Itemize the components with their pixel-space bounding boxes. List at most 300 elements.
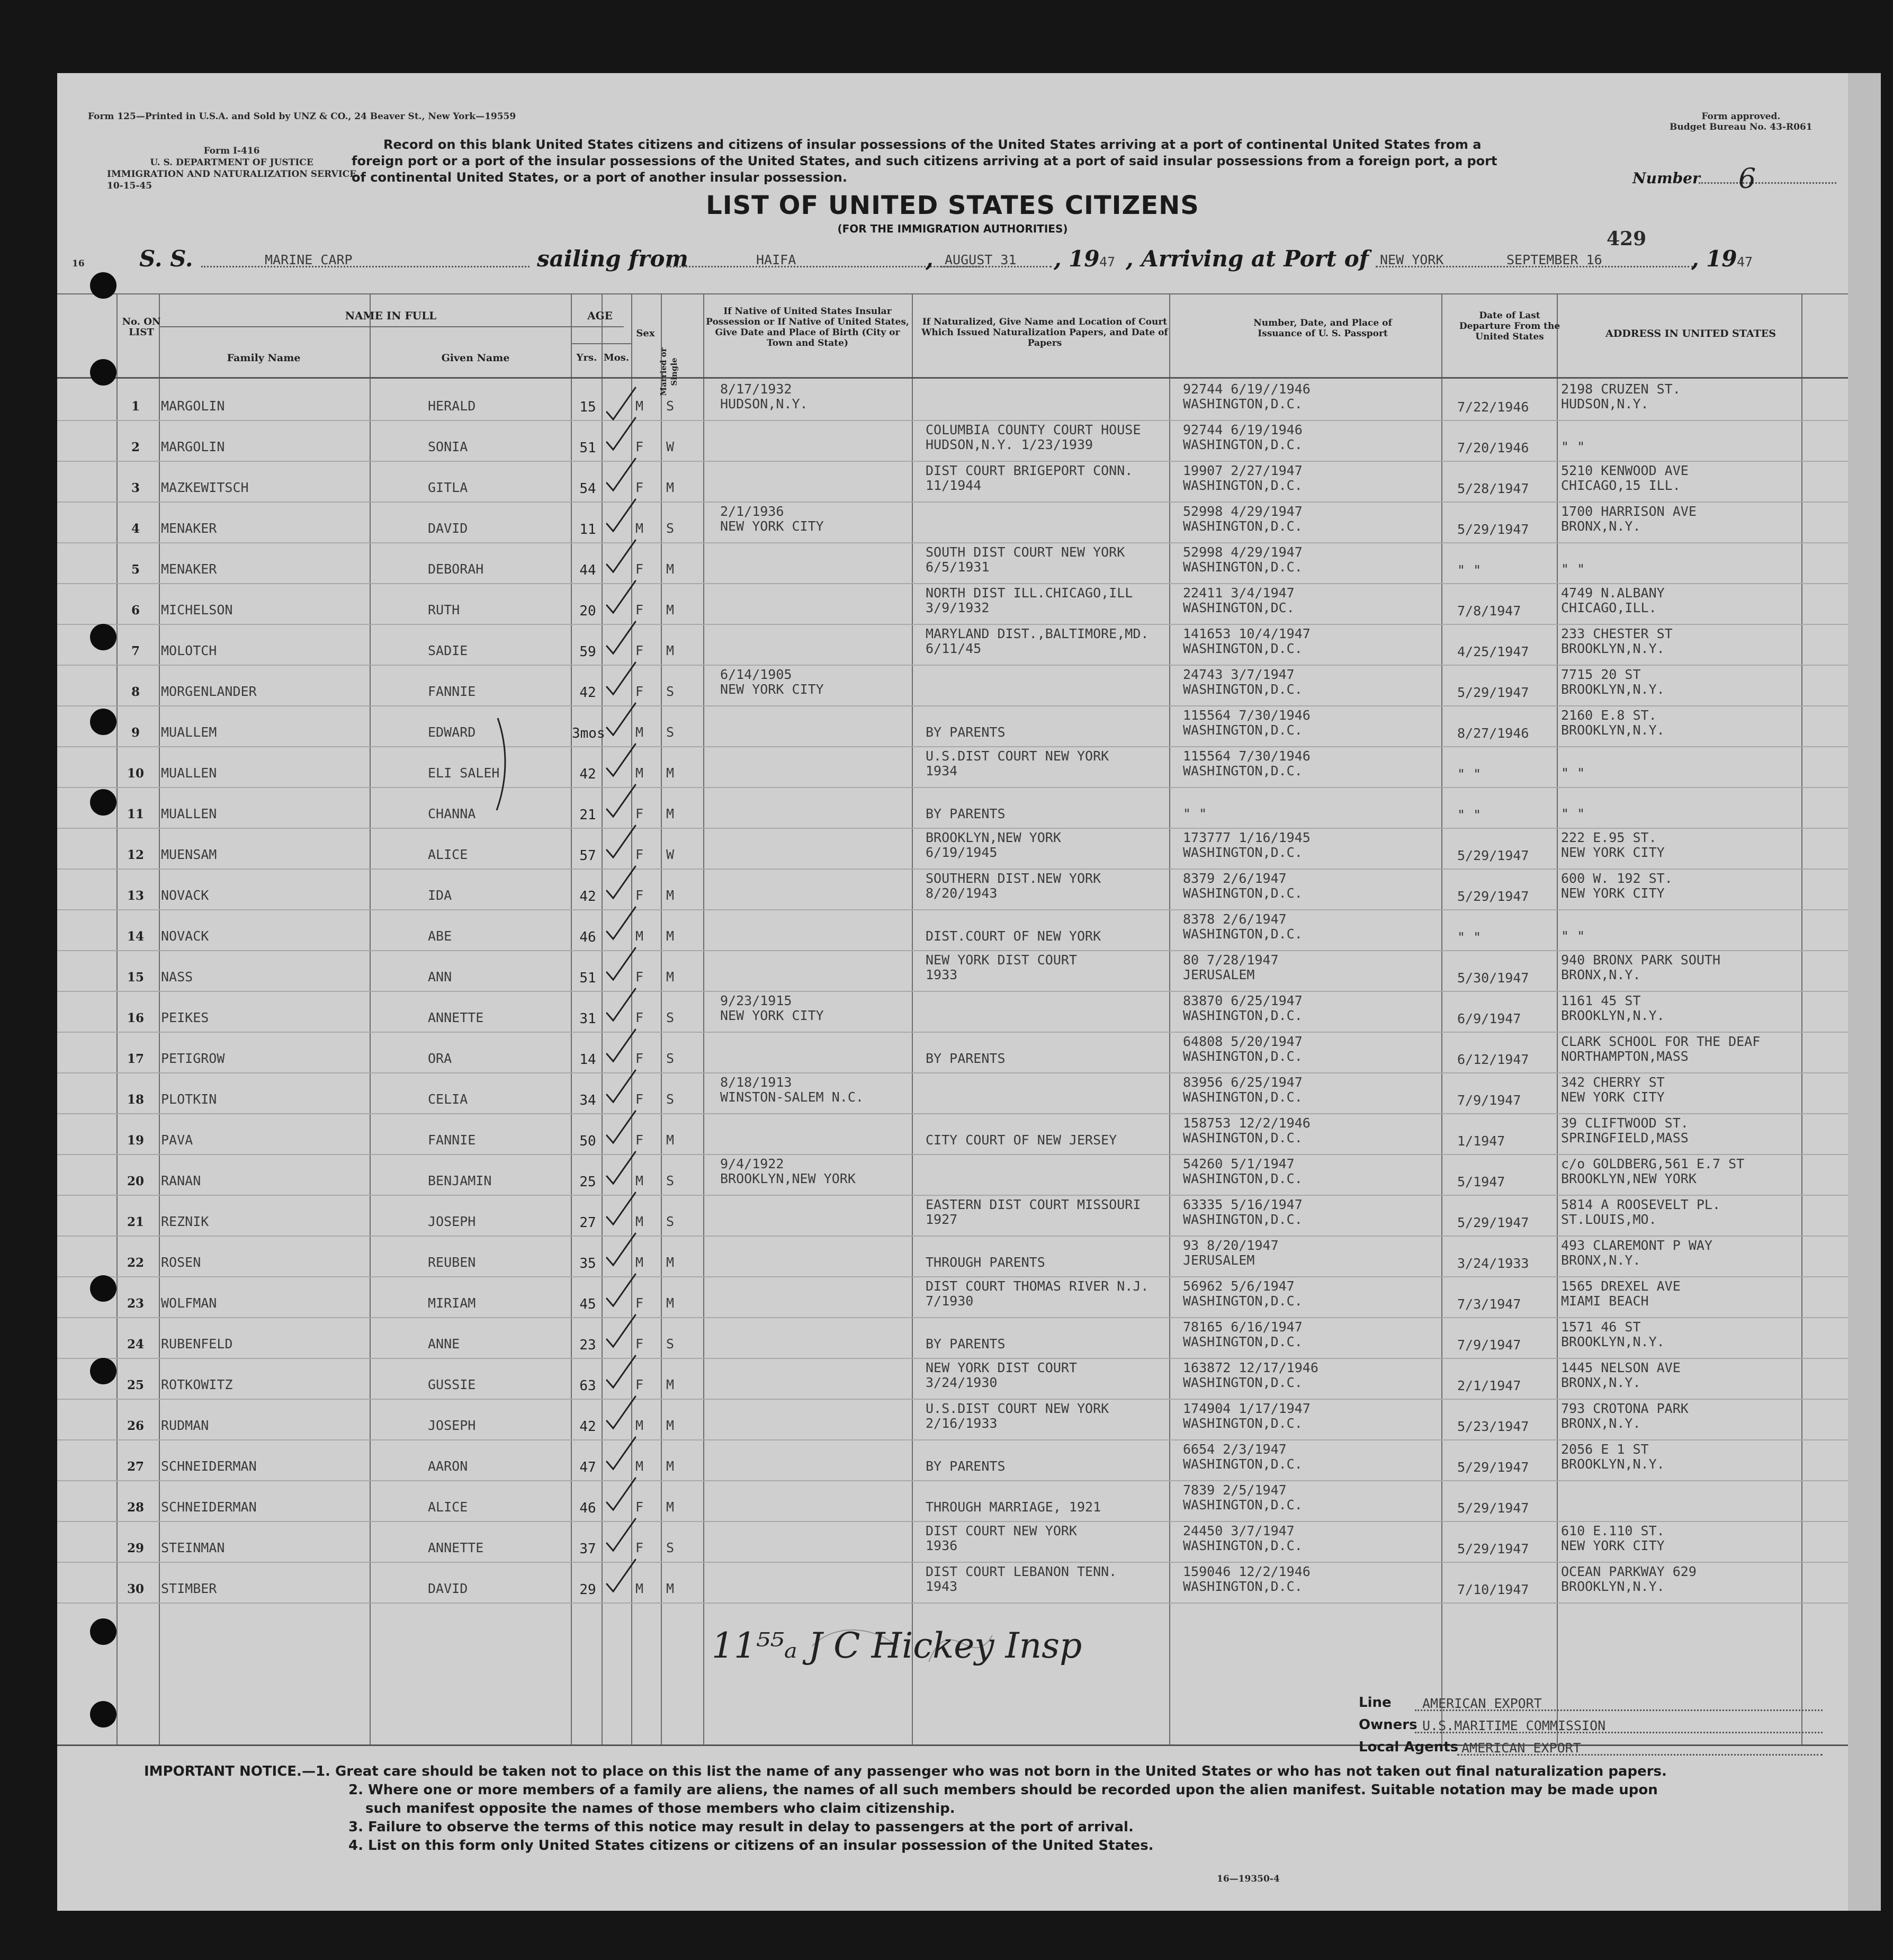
- row-number: 3: [131, 481, 140, 495]
- sex: F: [635, 1010, 644, 1025]
- row-number: 1: [131, 399, 140, 414]
- family-name: PETIGROW: [161, 1051, 225, 1066]
- marital-status: S: [666, 1010, 675, 1025]
- header-rule: [159, 326, 624, 327]
- passport: JERUSALEM: [1183, 967, 1255, 982]
- age-years: 54: [579, 481, 596, 497]
- binder-hole: [90, 1275, 116, 1302]
- arriving-label: , Arriving at Port of: [1126, 246, 1369, 272]
- address: NORTHAMPTON,MASS: [1561, 1049, 1689, 1064]
- marital-status: M: [666, 1295, 675, 1311]
- given-name: JOSEPH: [428, 1214, 476, 1229]
- natural: 1927: [926, 1212, 958, 1227]
- passport: 52998 4/29/1947: [1183, 544, 1303, 560]
- given-name: ORA: [428, 1051, 452, 1066]
- row-number: 6: [131, 603, 140, 617]
- age-years: 46: [579, 929, 596, 945]
- native: NEW YORK CITY: [720, 1008, 824, 1023]
- header-last-departure: Date of Last Departure From the United States: [1459, 310, 1560, 342]
- table-row: [57, 909, 1848, 950]
- address: " ": [1561, 928, 1585, 944]
- row-number: 25: [127, 1378, 144, 1392]
- address: BROOKLYN,N.Y.: [1561, 1456, 1665, 1472]
- departure: 5/23/1947: [1457, 1419, 1529, 1434]
- family-name: MENAKER: [161, 521, 217, 536]
- natural: U.S.DIST COURT NEW YORK: [926, 1401, 1109, 1416]
- native: 9/23/1915: [720, 993, 792, 1008]
- age-years: 51: [579, 440, 596, 456]
- given-name: CELIA: [428, 1091, 468, 1107]
- marital-status: S: [666, 1091, 675, 1107]
- check-mark: [603, 822, 640, 865]
- given-name: DAVID: [428, 521, 468, 536]
- passport: 80 7/28/1947: [1183, 952, 1279, 968]
- natural: HUDSON,N.Y. 1/23/1939: [926, 437, 1093, 452]
- header-sex: Sex: [636, 328, 655, 339]
- natural: BY PARENTS: [926, 1336, 1006, 1352]
- sex: M: [635, 1214, 644, 1229]
- table-row: [57, 869, 1848, 909]
- sex: M: [635, 1418, 644, 1433]
- arrival-year: 47: [1737, 254, 1753, 270]
- departure: 6/12/1947: [1457, 1052, 1529, 1067]
- age-years: 47: [579, 1460, 596, 1475]
- natural: 3/24/1930: [926, 1375, 998, 1390]
- check-mark: [603, 1271, 640, 1313]
- departure: 5/1947: [1457, 1174, 1505, 1189]
- marital-status: M: [666, 1255, 675, 1270]
- address: CHICAGO,15 ILL.: [1561, 478, 1681, 493]
- check-mark: [603, 1393, 640, 1436]
- check-mark: [603, 1312, 640, 1354]
- inspector-signature: [706, 1598, 1183, 1688]
- check-mark: [603, 1475, 640, 1517]
- age-years: 25: [579, 1174, 596, 1190]
- family-name: SCHNEIDERMAN: [161, 1458, 257, 1474]
- passport: WASHINGTON,D.C.: [1183, 1008, 1303, 1023]
- passport: 7839 2/5/1947: [1183, 1482, 1287, 1498]
- address: 2198 CRUZEN ST.: [1561, 381, 1681, 397]
- age-years: 11: [579, 522, 596, 538]
- from-port: HAIFA: [756, 252, 796, 267]
- age-years: 35: [579, 1256, 596, 1272]
- natural: NORTH DIST ILL.CHICAGO,ILL: [926, 585, 1133, 601]
- age-years: 3mos: [572, 726, 605, 741]
- table-row: [57, 1113, 1848, 1154]
- natural: THROUGH PARENTS: [926, 1255, 1045, 1270]
- header-address: ADDRESS IN UNITED STATES: [1605, 328, 1776, 339]
- header-bottom-rule: [57, 377, 1848, 379]
- native: 8/17/1932: [720, 381, 792, 397]
- passport: 63335 5/16/1947: [1183, 1197, 1303, 1212]
- age-years: 59: [579, 644, 596, 660]
- sex: F: [635, 1295, 644, 1311]
- family-name: PLOTKIN: [161, 1091, 217, 1107]
- address: 4749 N.ALBANY: [1561, 585, 1665, 601]
- table-row: [57, 379, 1848, 420]
- table-row: [57, 420, 1848, 461]
- row-number: 7: [131, 644, 140, 658]
- preamble-line: of continental United States, or a port of another insular possession.: [352, 170, 847, 185]
- address: BRONX,N.Y.: [1561, 967, 1641, 982]
- natural: EASTERN DIST COURT MISSOURI: [926, 1197, 1141, 1212]
- address: BROOKLYN,NEW YORK: [1561, 1171, 1697, 1186]
- passport: WASHINGTON,D.C.: [1183, 885, 1303, 901]
- passport: 93 8/20/1947: [1183, 1238, 1279, 1253]
- table-row: [57, 787, 1848, 828]
- given-name: FANNIE: [428, 1132, 476, 1148]
- table-row: [57, 1032, 1848, 1072]
- sex: F: [635, 806, 644, 821]
- departure: 7/22/1946: [1457, 399, 1529, 415]
- row-number: 28: [127, 1500, 144, 1515]
- preamble-line: Record on this blank United States citizens and citizens of insular possessions of the United States arriving at a port of continental United States from a: [383, 137, 1482, 152]
- passport: WASHINGTON,D.C.: [1183, 926, 1303, 942]
- natural: 6/11/45: [926, 641, 982, 656]
- depart-year: 47: [1099, 254, 1116, 270]
- table-row: [57, 1358, 1848, 1399]
- natural: DIST COURT NEW YORK: [926, 1523, 1077, 1538]
- family-name: WOLFMAN: [161, 1295, 217, 1311]
- given-name: ABE: [428, 928, 452, 944]
- natural: 11/1944: [926, 478, 982, 493]
- number-label: Number: [1632, 169, 1700, 187]
- row-number: 18: [127, 1093, 144, 1107]
- natural: BY PARENTS: [926, 724, 1006, 740]
- address: 940 BRONX PARK SOUTH: [1561, 952, 1721, 968]
- age-years: 57: [579, 848, 596, 864]
- natural: NEW YORK DIST COURT: [926, 952, 1077, 968]
- header-naturalized: If Naturalized, Give Name and Location of Court Which Issued Naturalization Papers, and Date of Papers: [921, 317, 1168, 348]
- natural: DIST COURT BRIGEPORT CONN.: [926, 463, 1133, 478]
- check-mark: [603, 578, 640, 620]
- check-mark: [603, 1189, 640, 1232]
- family-name: ROTKOWITZ: [161, 1377, 233, 1392]
- row-number: 15: [127, 970, 144, 985]
- marital-status: S: [666, 1214, 675, 1229]
- row-number: 22: [127, 1256, 144, 1270]
- age-years: 46: [579, 1500, 596, 1516]
- natural: DIST COURT THOMAS RIVER N.J.: [926, 1278, 1149, 1294]
- native: 8/18/1913: [720, 1075, 792, 1090]
- table-row: [57, 828, 1848, 869]
- comma: ,: [1691, 246, 1699, 272]
- check-mark: [603, 537, 640, 579]
- service: IMMIGRATION AND NATURALIZATION SERVICE: [107, 169, 357, 180]
- row-number: 4: [131, 522, 140, 536]
- passport: 54260 5/1/1947: [1183, 1156, 1295, 1171]
- check-mark: [603, 741, 640, 783]
- table-row: [57, 1236, 1848, 1276]
- row-number: 11: [127, 807, 144, 821]
- age-years: 42: [579, 766, 596, 782]
- natural: BY PARENTS: [926, 806, 1006, 821]
- sailing-from-label: sailing from: [537, 246, 688, 272]
- binder-hole: [90, 272, 116, 299]
- given-name: BENJAMIN: [428, 1173, 492, 1188]
- marital-status: M: [666, 1418, 675, 1433]
- scan-border: [1848, 73, 1881, 1911]
- page-title: LIST OF UNITED STATES CITIZENS: [706, 191, 1199, 220]
- ship-name: MARINE CARP: [265, 252, 353, 267]
- table-row: [57, 665, 1848, 705]
- page-subtitle: (FOR THE IMMIGRATION AUTHORITIES): [837, 222, 1068, 235]
- family-name: RANAN: [161, 1173, 201, 1188]
- passport: WASHINGTON,D.C.: [1183, 1375, 1303, 1390]
- sex: M: [635, 1581, 644, 1596]
- departure: 6/9/1947: [1457, 1011, 1521, 1026]
- natural: 6/5/1931: [926, 559, 990, 575]
- family-name: MICHELSON: [161, 602, 233, 617]
- address: 5210 KENWOOD AVE: [1561, 463, 1689, 478]
- notice-item-1: [144, 1762, 1838, 1781]
- family-name: MARGOLIN: [161, 439, 225, 454]
- passport: WASHINGTON,D.C.: [1183, 763, 1303, 778]
- passport: WASHINGTON,D.C.: [1183, 1334, 1303, 1349]
- table-row: [57, 583, 1848, 624]
- marital-status: S: [666, 521, 675, 536]
- given-name: HERALD: [428, 398, 476, 414]
- passport: " ": [1183, 806, 1207, 821]
- age-years: 63: [579, 1378, 596, 1394]
- sex: F: [635, 684, 644, 699]
- departure: 1/1947: [1457, 1133, 1505, 1149]
- from-port-dots: [666, 266, 984, 267]
- family-name: MUALLEN: [161, 806, 217, 821]
- departure: 5/29/1947: [1457, 848, 1529, 863]
- passport: WASHINGTON,D.C.: [1183, 559, 1303, 575]
- address: " ": [1561, 561, 1585, 577]
- passport: 52998 4/29/1947: [1183, 504, 1303, 519]
- table-row: [57, 950, 1848, 991]
- row-number: 21: [127, 1215, 144, 1229]
- number-value: 6: [1738, 163, 1756, 195]
- family-name: MAZKEWITSCH: [161, 480, 249, 495]
- address: NEW YORK CITY: [1561, 845, 1665, 860]
- natural: DIST.COURT OF NEW YORK: [926, 928, 1101, 944]
- notice-item-2-cont: such manifest opposite the names of those members who claim citizenship.: [365, 1801, 955, 1816]
- address: BRONX,N.Y.: [1561, 1252, 1641, 1268]
- marital-status: S: [666, 1051, 675, 1066]
- notice-item-2: 2. Where one or more members of a family are aliens, the names of all such members should be recorded upon the alien manifest. Suitable notation may be made upon: [348, 1782, 1658, 1798]
- address: CLARK SCHOOL FOR THE DEAF: [1561, 1034, 1761, 1049]
- passport: 83956 6/25/1947: [1183, 1075, 1303, 1090]
- passport: WASHINGTON,D.C.: [1183, 1212, 1303, 1227]
- departure: 5/29/1947: [1457, 1460, 1529, 1475]
- row-number: 8: [131, 685, 140, 699]
- given-name: ANN: [428, 969, 452, 985]
- given-name: ANNETTE: [428, 1540, 484, 1555]
- departure: 5/29/1947: [1457, 889, 1529, 904]
- passport: WASHINGTON,D.C.: [1183, 722, 1303, 738]
- row-number: 5: [131, 562, 140, 577]
- given-name: GUSSIE: [428, 1377, 476, 1392]
- natural: COLUMBIA COUNTY COURT HOUSE: [926, 422, 1141, 437]
- age-years: 29: [579, 1582, 596, 1598]
- natural: NEW YORK DIST COURT: [926, 1360, 1077, 1375]
- passport: JERUSALEM: [1183, 1252, 1255, 1268]
- passport: 78165 6/16/1947: [1183, 1319, 1303, 1335]
- address: 233 CHESTER ST: [1561, 626, 1673, 641]
- passport: 24743 3/7/1947: [1183, 667, 1295, 682]
- sex: F: [635, 602, 644, 617]
- marital-status: M: [666, 1458, 675, 1474]
- address: NEW YORK CITY: [1561, 885, 1665, 901]
- departure: 4/25/1947: [1457, 644, 1529, 659]
- table-row: [57, 502, 1848, 542]
- natural: U.S.DIST COURT NEW YORK: [926, 748, 1109, 764]
- check-mark: [603, 782, 640, 824]
- stamp-number: 429: [1607, 228, 1647, 250]
- passport: 159046 12/2/1946: [1183, 1564, 1311, 1579]
- passport: WASHINGTON,D.C.: [1183, 1171, 1303, 1186]
- address: 1161 45 ST: [1561, 993, 1641, 1008]
- notice-text: —1. Great care should be taken not to place on this list the name of any passenger who was not born in the United States or who has not taken out final naturalization papers.: [301, 1764, 1667, 1779]
- marital-status: M: [666, 969, 675, 985]
- form-date: 10-15-45: [107, 181, 152, 191]
- family-name: RUDMAN: [161, 1418, 209, 1433]
- form-approval: [1670, 111, 1813, 132]
- departure: 5/30/1947: [1457, 970, 1529, 986]
- marital-status: M: [666, 480, 675, 495]
- address: OCEAN PARKWAY 629: [1561, 1564, 1697, 1579]
- check-mark: [603, 1149, 640, 1191]
- departure: " ": [1457, 807, 1482, 822]
- address: 1571 46 ST: [1561, 1319, 1641, 1335]
- given-name: ANNE: [428, 1336, 460, 1352]
- natural: 2/16/1933: [926, 1416, 998, 1431]
- native: BROOKLYN,NEW YORK: [720, 1171, 856, 1186]
- family-name: NASS: [161, 969, 193, 985]
- important-notice: [144, 1762, 1838, 1855]
- signature-text: 11⁵⁵ₐ J C Hickey Insp: [712, 1625, 1082, 1666]
- address: ST.LOUIS,MO.: [1561, 1212, 1657, 1227]
- address: 493 CLAREMONT P WAY: [1561, 1238, 1712, 1253]
- age-years: 31: [579, 1011, 596, 1027]
- passport: WASHINGTON,D.C.: [1183, 437, 1303, 452]
- natural: 1943: [926, 1579, 958, 1594]
- passport: 163872 12/17/1946: [1183, 1360, 1318, 1375]
- ss-label: S. S.: [139, 246, 193, 272]
- binder-hole: [90, 359, 116, 386]
- table-row: [57, 1399, 1848, 1439]
- table-row: [57, 461, 1848, 502]
- given-name: CHANNA: [428, 806, 476, 821]
- arrival-port: NEW YORK: [1380, 252, 1444, 267]
- passport: WASHINGTON,D.C.: [1183, 478, 1303, 493]
- passport: WASHINGTON,D.C.: [1183, 1456, 1303, 1472]
- address: BROOKLYN,N.Y.: [1561, 1008, 1665, 1023]
- table-row: [57, 705, 1848, 746]
- passport: 92744 6/19//1946: [1183, 381, 1311, 397]
- preamble: [352, 137, 1601, 186]
- address: BROOKLYN,N.Y.: [1561, 722, 1665, 738]
- given-name: ANNETTE: [428, 1010, 484, 1025]
- departure: 8/27/1946: [1457, 726, 1529, 741]
- check-mark: [603, 496, 640, 539]
- agents-label: Local Agents: [1359, 1739, 1459, 1755]
- marital-status: S: [666, 1173, 675, 1188]
- age-years: 23: [579, 1337, 596, 1353]
- passport: WASHINGTON,D.C.: [1183, 641, 1303, 656]
- marital-status: S: [666, 724, 675, 740]
- address: " ": [1561, 765, 1585, 781]
- address: c/o GOLDBERG,561 E.7 ST: [1561, 1156, 1745, 1171]
- natural: 3/9/1932: [926, 600, 990, 615]
- voyage-line: [57, 243, 1848, 274]
- notice-item-3: 3. Failure to observe the terms of this notice may result in delay to passengers at the port of arrival.: [348, 1819, 1134, 1835]
- year-prefix: 19: [1706, 246, 1737, 272]
- check-mark: [603, 1556, 640, 1599]
- marital-status: M: [666, 602, 675, 617]
- age-years: 51: [579, 970, 596, 986]
- passport: WASHINGTON,D.C.: [1183, 845, 1303, 860]
- sex: F: [635, 643, 644, 658]
- passport: 56962 5/6/1947: [1183, 1278, 1295, 1294]
- address: BRONX,N.Y.: [1561, 518, 1641, 534]
- natural: MARYLAND DIST.,BALTIMORE,MD.: [926, 626, 1149, 641]
- marital-status: M: [666, 765, 675, 781]
- sex: F: [635, 561, 644, 577]
- passport: WASHINGTON,D.C.: [1183, 1130, 1303, 1145]
- header-married-or-single: Married or Single: [659, 347, 679, 396]
- form-number: Form I-416: [203, 146, 260, 156]
- table-row: [57, 1072, 1848, 1113]
- passport: 6654 2/3/1947: [1183, 1442, 1287, 1457]
- row-number: 14: [127, 929, 144, 944]
- passport: 158753 12/2/1946: [1183, 1115, 1311, 1131]
- passport: 174904 1/17/1947: [1183, 1401, 1311, 1416]
- age-years: 34: [579, 1093, 596, 1108]
- given-name: RUTH: [428, 602, 460, 617]
- check-mark: [603, 455, 640, 498]
- line-value: AMERICAN EXPORT: [1422, 1696, 1542, 1711]
- natural: 1934: [926, 763, 958, 778]
- address: 39 CLIFTWOOD ST.: [1561, 1115, 1689, 1131]
- age-years: 50: [579, 1133, 596, 1149]
- comma: ,: [926, 246, 934, 272]
- departure: 5/29/1947: [1457, 1500, 1529, 1516]
- passport: WASHINGTON,DC.: [1183, 600, 1295, 615]
- notice-item-4: 4. List on this form only United States citizens or citizens of an insular possession of the United States.: [348, 1838, 1154, 1854]
- passport: WASHINGTON,D.C.: [1183, 396, 1303, 411]
- age-years: 14: [579, 1052, 596, 1068]
- departure: 7/10/1947: [1457, 1582, 1529, 1597]
- marital-status: M: [666, 806, 675, 821]
- check-mark: [603, 659, 640, 702]
- age-years: 20: [579, 603, 596, 619]
- table-top-rule: [57, 293, 1848, 294]
- marital-status: M: [666, 643, 675, 658]
- address: 600 W. 192 ST.: [1561, 871, 1673, 886]
- family-name: NOVACK: [161, 928, 209, 944]
- natural: 1933: [926, 967, 958, 982]
- family-name: MUENSAM: [161, 847, 217, 862]
- sex: M: [635, 521, 644, 536]
- departure: 7/9/1947: [1457, 1093, 1521, 1108]
- departure: 7/9/1947: [1457, 1337, 1521, 1353]
- marital-status: S: [666, 1540, 675, 1555]
- year-prefix: 19: [1069, 246, 1100, 272]
- marital-status: S: [666, 1336, 675, 1352]
- natural: DIST COURT LEBANON TENN.: [926, 1564, 1117, 1579]
- address: BRONX,N.Y.: [1561, 1416, 1641, 1431]
- given-name: ALICE: [428, 1499, 468, 1515]
- family-name: MUALLEN: [161, 765, 217, 781]
- address: " ": [1561, 806, 1585, 821]
- sex: F: [635, 439, 644, 454]
- sex: M: [635, 398, 644, 414]
